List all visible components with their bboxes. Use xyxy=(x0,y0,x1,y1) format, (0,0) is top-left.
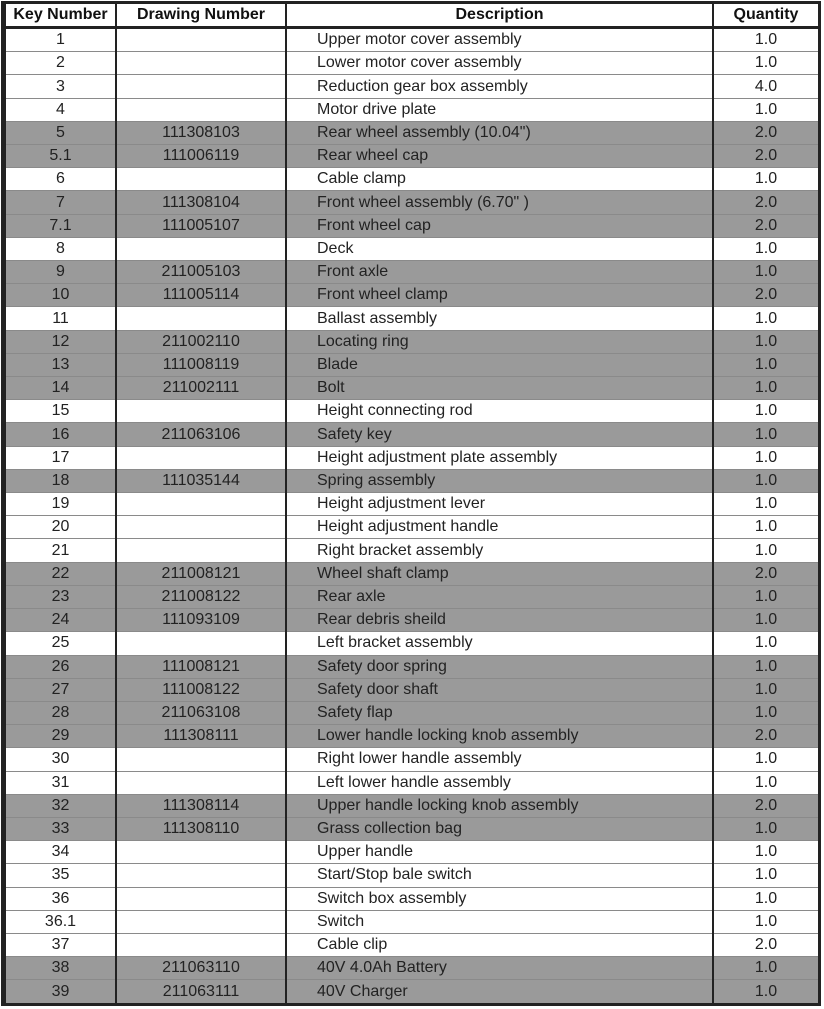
description-cell: Right bracket assembly xyxy=(286,539,713,562)
key-number-cell: 3 xyxy=(5,75,116,98)
table-row xyxy=(5,121,819,144)
table-row xyxy=(5,307,819,330)
drawing-number-cell: 111006119 xyxy=(116,145,286,168)
description-cell: Left lower handle assembly xyxy=(286,771,713,794)
key-number-cell: 14 xyxy=(5,377,116,400)
key-number-cell: 23 xyxy=(5,585,116,608)
description-cell: Blade xyxy=(286,353,713,376)
quantity-cell: 1.0 xyxy=(713,423,819,446)
drawing-number-cell xyxy=(116,748,286,771)
description-cell: Ballast assembly xyxy=(286,307,713,330)
drawing-number-cell xyxy=(116,516,286,539)
quantity-cell: 1.0 xyxy=(713,585,819,608)
drawing-number-cell: 111308111 xyxy=(116,725,286,748)
description-cell: Reduction gear box assembly xyxy=(286,75,713,98)
key-number-cell: 38 xyxy=(5,957,116,980)
key-number-cell: 16 xyxy=(5,423,116,446)
key-number-cell: 33 xyxy=(5,817,116,840)
description-cell: Safety door spring xyxy=(286,655,713,678)
table-row xyxy=(5,261,819,284)
key-number-cell: 24 xyxy=(5,609,116,632)
quantity-cell: 1.0 xyxy=(713,353,819,376)
drawing-number-cell: 111093109 xyxy=(116,609,286,632)
drawing-number-cell: 211008122 xyxy=(116,585,286,608)
description-cell: Height adjustment handle xyxy=(286,516,713,539)
table-row xyxy=(5,214,819,237)
table-row xyxy=(5,145,819,168)
table-row xyxy=(5,191,819,214)
table-row xyxy=(5,423,819,446)
quantity-cell: 2.0 xyxy=(713,214,819,237)
quantity-cell: 1.0 xyxy=(713,237,819,260)
drawing-number-cell: 111308114 xyxy=(116,794,286,817)
description-cell: Upper handle locking knob assembly xyxy=(286,794,713,817)
quantity-cell: 1.0 xyxy=(713,609,819,632)
table-row xyxy=(5,841,819,864)
drawing-number-cell xyxy=(116,632,286,655)
drawing-number-cell: 111005107 xyxy=(116,214,286,237)
key-number-cell: 11 xyxy=(5,307,116,330)
key-number-cell: 4 xyxy=(5,98,116,121)
table-body xyxy=(5,28,819,1004)
description-cell: Deck xyxy=(286,237,713,260)
key-number-cell: 1 xyxy=(5,28,116,52)
table-row xyxy=(5,400,819,423)
key-number-cell: 13 xyxy=(5,353,116,376)
table-row xyxy=(5,910,819,933)
table-row xyxy=(5,237,819,260)
drawing-number-cell: 111008122 xyxy=(116,678,286,701)
table-row xyxy=(5,632,819,655)
drawing-number-cell xyxy=(116,28,286,52)
table-row xyxy=(5,980,819,1003)
drawing-number-cell: 211005103 xyxy=(116,261,286,284)
table-row xyxy=(5,655,819,678)
key-number-cell: 8 xyxy=(5,237,116,260)
header-drawing-number: Drawing Number xyxy=(116,4,286,28)
key-number-cell: 5.1 xyxy=(5,145,116,168)
table-row xyxy=(5,794,819,817)
quantity-cell: 2.0 xyxy=(713,145,819,168)
key-number-cell: 2 xyxy=(5,52,116,75)
quantity-cell: 1.0 xyxy=(713,678,819,701)
quantity-cell: 2.0 xyxy=(713,284,819,307)
quantity-cell: 1.0 xyxy=(713,377,819,400)
drawing-number-cell: 111308104 xyxy=(116,191,286,214)
key-number-cell: 34 xyxy=(5,841,116,864)
table-row xyxy=(5,284,819,307)
key-number-cell: 6 xyxy=(5,168,116,191)
quantity-cell: 2.0 xyxy=(713,121,819,144)
key-number-cell: 7.1 xyxy=(5,214,116,237)
description-cell: Front wheel cap xyxy=(286,214,713,237)
quantity-cell: 1.0 xyxy=(713,261,819,284)
drawing-number-cell: 111308110 xyxy=(116,817,286,840)
key-number-cell: 35 xyxy=(5,864,116,887)
table-row xyxy=(5,377,819,400)
key-number-cell: 31 xyxy=(5,771,116,794)
table-row xyxy=(5,28,819,52)
quantity-cell: 1.0 xyxy=(713,655,819,678)
description-cell: Bolt xyxy=(286,377,713,400)
table-row xyxy=(5,725,819,748)
table-row xyxy=(5,353,819,376)
description-cell: Right lower handle assembly xyxy=(286,748,713,771)
table-row xyxy=(5,748,819,771)
description-cell: Rear wheel cap xyxy=(286,145,713,168)
table-row xyxy=(5,957,819,980)
description-cell: Spring assembly xyxy=(286,469,713,492)
quantity-cell: 1.0 xyxy=(713,469,819,492)
key-number-cell: 10 xyxy=(5,284,116,307)
table-row xyxy=(5,168,819,191)
quantity-cell: 1.0 xyxy=(713,980,819,1003)
key-number-cell: 22 xyxy=(5,562,116,585)
drawing-number-cell xyxy=(116,887,286,910)
table-row xyxy=(5,817,819,840)
table-row xyxy=(5,701,819,724)
quantity-cell: 1.0 xyxy=(713,748,819,771)
drawing-number-cell: 111005114 xyxy=(116,284,286,307)
drawing-number-cell xyxy=(116,307,286,330)
table-row xyxy=(5,887,819,910)
description-cell: Locating ring xyxy=(286,330,713,353)
description-cell: Grass collection bag xyxy=(286,817,713,840)
drawing-number-cell: 211002111 xyxy=(116,377,286,400)
table-row xyxy=(5,98,819,121)
description-cell: Upper motor cover assembly xyxy=(286,28,713,52)
key-number-cell: 12 xyxy=(5,330,116,353)
key-number-cell: 25 xyxy=(5,632,116,655)
quantity-cell: 1.0 xyxy=(713,168,819,191)
drawing-number-cell: 211063111 xyxy=(116,980,286,1003)
table-row xyxy=(5,493,819,516)
quantity-cell: 2.0 xyxy=(713,794,819,817)
table-row xyxy=(5,539,819,562)
drawing-number-cell xyxy=(116,933,286,956)
description-cell: Upper handle xyxy=(286,841,713,864)
key-number-cell: 28 xyxy=(5,701,116,724)
key-number-cell: 36 xyxy=(5,887,116,910)
description-cell: Switch box assembly xyxy=(286,887,713,910)
table-row xyxy=(5,516,819,539)
description-cell: Front wheel assembly (6.70" ) xyxy=(286,191,713,214)
drawing-number-cell xyxy=(116,493,286,516)
quantity-cell: 2.0 xyxy=(713,191,819,214)
drawing-number-cell xyxy=(116,841,286,864)
header-description: Description xyxy=(286,4,713,28)
quantity-cell: 1.0 xyxy=(713,307,819,330)
drawing-number-cell xyxy=(116,864,286,887)
quantity-cell: 1.0 xyxy=(713,910,819,933)
key-number-cell: 37 xyxy=(5,933,116,956)
drawing-number-cell xyxy=(116,539,286,562)
quantity-cell: 1.0 xyxy=(713,446,819,469)
description-cell: Height adjustment plate assembly xyxy=(286,446,713,469)
header-key-number: Key Number xyxy=(5,4,116,28)
quantity-cell: 2.0 xyxy=(713,725,819,748)
quantity-cell: 1.0 xyxy=(713,957,819,980)
key-number-cell: 26 xyxy=(5,655,116,678)
drawing-number-cell: 211063106 xyxy=(116,423,286,446)
quantity-cell: 1.0 xyxy=(713,701,819,724)
description-cell: 40V Charger xyxy=(286,980,713,1003)
drawing-number-cell: 211008121 xyxy=(116,562,286,585)
description-cell: Start/Stop bale switch xyxy=(286,864,713,887)
key-number-cell: 36.1 xyxy=(5,910,116,933)
table-row xyxy=(5,678,819,701)
table-row xyxy=(5,52,819,75)
quantity-cell: 1.0 xyxy=(713,28,819,52)
drawing-number-cell: 211063110 xyxy=(116,957,286,980)
description-cell: Lower handle locking knob assembly xyxy=(286,725,713,748)
drawing-number-cell: 111035144 xyxy=(116,469,286,492)
quantity-cell: 1.0 xyxy=(713,493,819,516)
key-number-cell: 20 xyxy=(5,516,116,539)
key-number-cell: 21 xyxy=(5,539,116,562)
table-row xyxy=(5,75,819,98)
table-row xyxy=(5,933,819,956)
description-cell: Height connecting rod xyxy=(286,400,713,423)
quantity-cell: 1.0 xyxy=(713,400,819,423)
quantity-cell: 2.0 xyxy=(713,933,819,956)
key-number-cell: 32 xyxy=(5,794,116,817)
drawing-number-cell xyxy=(116,75,286,98)
key-number-cell: 9 xyxy=(5,261,116,284)
header-quantity: Quantity xyxy=(713,4,819,28)
table-row xyxy=(5,585,819,608)
table-header xyxy=(5,4,819,28)
drawing-number-cell xyxy=(116,98,286,121)
drawing-number-cell xyxy=(116,168,286,191)
description-cell: Front wheel clamp xyxy=(286,284,713,307)
header-row xyxy=(5,4,819,28)
drawing-number-cell xyxy=(116,771,286,794)
table-row xyxy=(5,469,819,492)
drawing-number-cell xyxy=(116,237,286,260)
quantity-cell: 1.0 xyxy=(713,817,819,840)
description-cell: Safety flap xyxy=(286,701,713,724)
key-number-cell: 39 xyxy=(5,980,116,1003)
description-cell: Front axle xyxy=(286,261,713,284)
drawing-number-cell: 211002110 xyxy=(116,330,286,353)
quantity-cell: 1.0 xyxy=(713,330,819,353)
description-cell: Cable clamp xyxy=(286,168,713,191)
drawing-number-cell: 111008121 xyxy=(116,655,286,678)
key-number-cell: 7 xyxy=(5,191,116,214)
quantity-cell: 1.0 xyxy=(713,864,819,887)
quantity-cell: 1.0 xyxy=(713,841,819,864)
description-cell: Height adjustment lever xyxy=(286,493,713,516)
table-row xyxy=(5,771,819,794)
drawing-number-cell xyxy=(116,910,286,933)
quantity-cell: 1.0 xyxy=(713,632,819,655)
quantity-cell: 2.0 xyxy=(713,562,819,585)
description-cell: Rear wheel assembly (10.04") xyxy=(286,121,713,144)
table-row xyxy=(5,330,819,353)
key-number-cell: 5 xyxy=(5,121,116,144)
key-number-cell: 15 xyxy=(5,400,116,423)
parts-table xyxy=(4,4,820,1003)
description-cell: Safety key xyxy=(286,423,713,446)
drawing-number-cell: 111008119 xyxy=(116,353,286,376)
key-number-cell: 29 xyxy=(5,725,116,748)
drawing-number-cell: 111308103 xyxy=(116,121,286,144)
description-cell: Switch xyxy=(286,910,713,933)
table-row xyxy=(5,864,819,887)
table-row xyxy=(5,609,819,632)
table-row xyxy=(5,446,819,469)
drawing-number-cell xyxy=(116,400,286,423)
description-cell: Rear debris sheild xyxy=(286,609,713,632)
description-cell: 40V 4.0Ah Battery xyxy=(286,957,713,980)
quantity-cell: 1.0 xyxy=(713,516,819,539)
description-cell: Left bracket assembly xyxy=(286,632,713,655)
quantity-cell: 1.0 xyxy=(713,539,819,562)
description-cell: Wheel shaft clamp xyxy=(286,562,713,585)
description-cell: Motor drive plate xyxy=(286,98,713,121)
quantity-cell: 1.0 xyxy=(713,771,819,794)
description-cell: Lower motor cover assembly xyxy=(286,52,713,75)
table-row xyxy=(5,562,819,585)
key-number-cell: 17 xyxy=(5,446,116,469)
drawing-number-cell xyxy=(116,446,286,469)
quantity-cell: 1.0 xyxy=(713,52,819,75)
drawing-number-cell: 211063108 xyxy=(116,701,286,724)
key-number-cell: 30 xyxy=(5,748,116,771)
description-cell: Cable clip xyxy=(286,933,713,956)
key-number-cell: 27 xyxy=(5,678,116,701)
key-number-cell: 19 xyxy=(5,493,116,516)
description-cell: Rear axle xyxy=(286,585,713,608)
key-number-cell: 18 xyxy=(5,469,116,492)
drawing-number-cell xyxy=(116,52,286,75)
quantity-cell: 1.0 xyxy=(713,98,819,121)
quantity-cell: 4.0 xyxy=(713,75,819,98)
parts-list-table xyxy=(1,1,821,1006)
description-cell: Safety door shaft xyxy=(286,678,713,701)
quantity-cell: 1.0 xyxy=(713,887,819,910)
